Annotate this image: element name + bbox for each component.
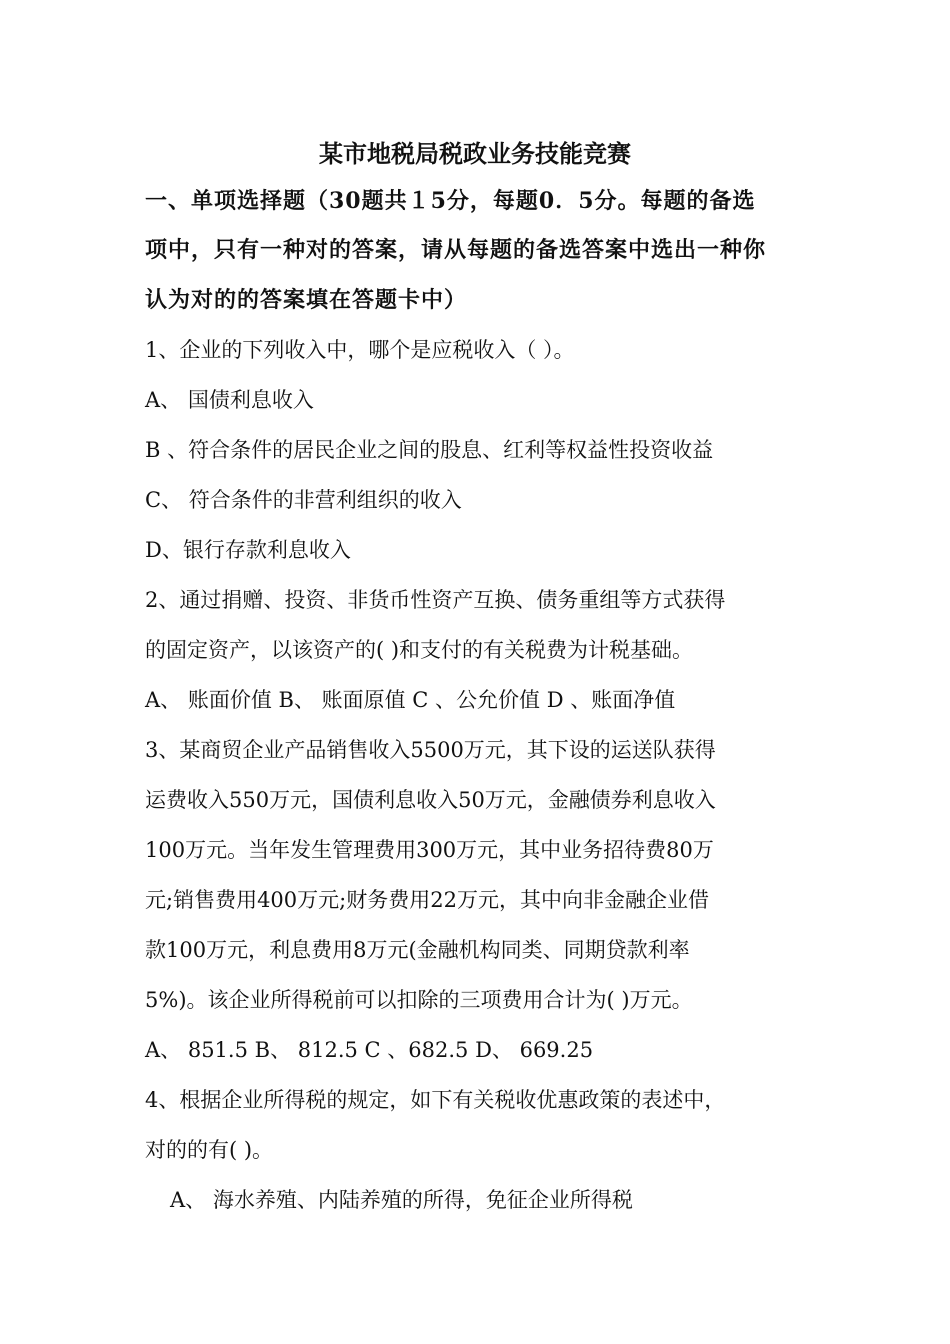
section-heading-line-1: 一、单项选择题（30题共１5分，每题0．5分。每题的备选 xyxy=(145,188,756,214)
question-1-option-a: A、 国债利息收入 xyxy=(145,388,314,412)
question-1-option-b: B 、符合条件的居民企业之间的股息、红利等权益性投资收益 xyxy=(145,438,714,462)
question-4-line-1: 4、根据企业所得税的规定，如下有关税收优惠政策的表述中， xyxy=(145,1088,726,1112)
section-heading-line-3: 认为对的的答案填在答题卡中） xyxy=(145,287,468,313)
question-4-option-a: A、 海水养殖、内陆养殖的所得，免征企业所得税 xyxy=(170,1188,633,1212)
section-heading-line-2: 项中，只有一种对的答案，请从每题的备选答案中选出一种你 xyxy=(145,237,767,263)
question-3-line-6: 5%)。该企业所得税前可以扣除的三项费用合计为( )万元。 xyxy=(145,988,693,1012)
question-2-line-2: 的固定资产，以该资产的( )和支付的有关税费为计税基础。 xyxy=(145,638,694,662)
question-3-line-1: 3、某商贸企业产品销售收入5500万元，其下设的运送队获得 xyxy=(145,738,716,762)
question-2-line-1: 2、通过捐赠、投资、非货币性资产互换、债务重组等方式获得 xyxy=(145,588,726,612)
question-3-line-3: 100万元。当年发生管理费用300万元，其中业务招待费80万 xyxy=(145,838,714,862)
question-3-line-4: 元;销售费用400万元;财务费用22万元，其中向非金融企业借 xyxy=(145,888,709,912)
question-3-options: A、 851.5 B、 812.5 C 、682.5 D、 669.25 xyxy=(145,1038,594,1062)
question-3-line-2: 运费收入550万元，国债利息收入50万元，金融债券利息收入 xyxy=(145,788,716,812)
question-2-options: A、 账面价值 B、 账面原值 C 、公允价值 D 、账面净值 xyxy=(145,688,676,712)
document-title: 某市地税局税政业务技能竞赛 xyxy=(319,139,631,168)
question-1-option-c: C、 符合条件的非营利组织的收入 xyxy=(145,488,462,512)
question-3-line-5: 款100万元，利息费用8万元(金融机构同类、同期贷款利率 xyxy=(145,938,690,962)
question-1-option-d: D、银行存款利息收入 xyxy=(145,538,351,562)
question-4-line-2: 对的的有( )。 xyxy=(145,1138,274,1162)
question-1: 1、企业的下列收入中，哪个是应税收入（ ）。 xyxy=(145,338,575,362)
